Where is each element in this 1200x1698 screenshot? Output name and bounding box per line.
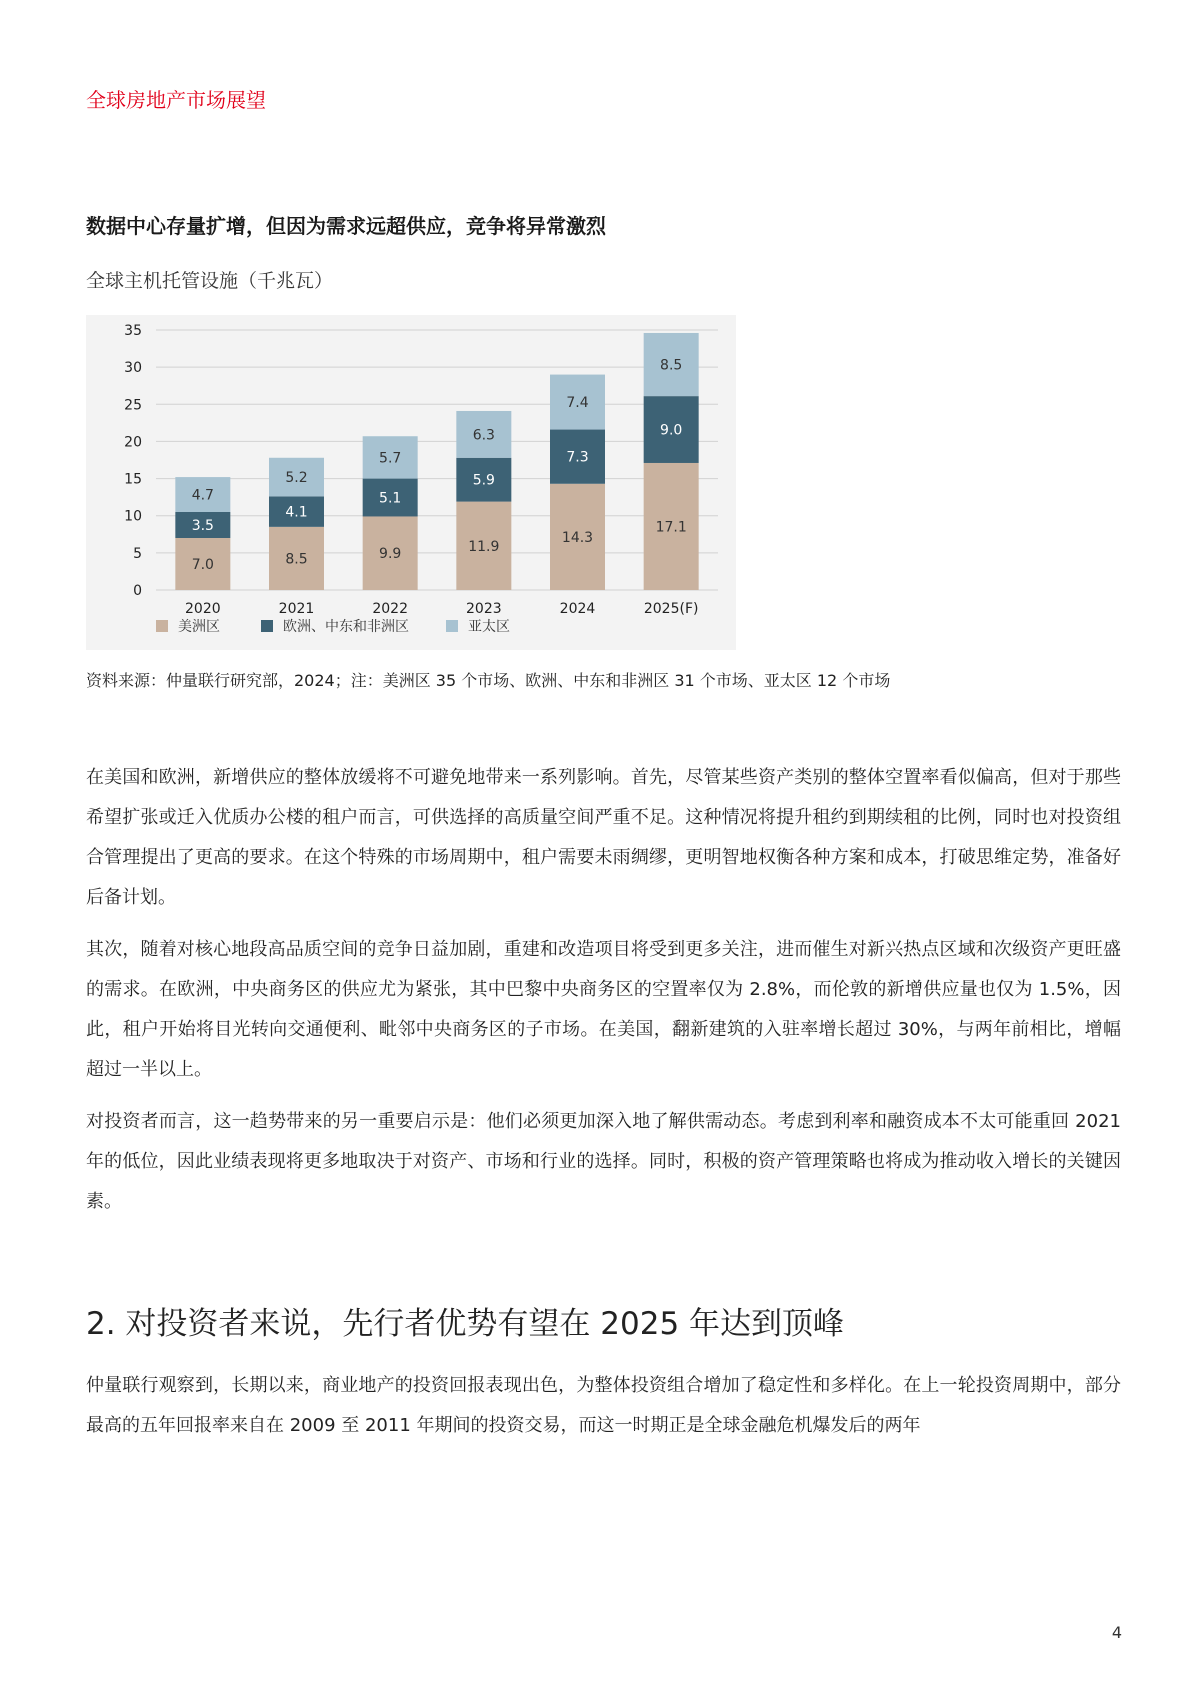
data-label: 8.5 (660, 357, 683, 374)
data-label: 9.0 (660, 422, 683, 439)
legend-swatch (261, 620, 273, 632)
y-tick-label: 20 (124, 434, 142, 451)
legend-label: 欧洲、中东和非洲区 (283, 619, 409, 635)
body-paragraph: 在美国和欧洲，新增供应的整体放缓将不可避免地带来一系列影响。首先，尽管某些资产类别的整体空置率看似偏高，但对于那些希望扩张或迁入优质办公楼的租户而言，可供选择的高质量空间严重不足。这种情况将提升租约到期续租的比例，同时也对投资组合管理提出了更高的要求。在这个特殊的市场周期中，租户需要未雨绸缪，更明智地权衡各种方案和成本，打破思维定势，准备好后备计划。 (86, 767, 1121, 908)
chart-title: 数据中心存量扩增，但因为需求远超供应，竞争将异常激烈 (86, 214, 606, 238)
data-label: 6.3 (472, 427, 495, 444)
data-label: 8.5 (285, 551, 308, 568)
data-label: 5.2 (285, 470, 308, 487)
legend-label: 美洲区 (178, 619, 220, 635)
chart-subtitle: 全球主机托管设施（千兆瓦） (86, 270, 334, 292)
stacked-bar-chart (86, 315, 736, 650)
data-label: 3.5 (191, 518, 214, 534)
y-tick-label: 10 (124, 508, 142, 525)
data-label: 4.7 (191, 487, 214, 504)
body-paragraph: 对投资者而言，这一趋势带来的另一重要启示是：他们必须更加深入地了解供需动态。考虑到利率和融资成本不太可能重回 2021 年的低位，因此业绩表现将更多地取决于对资产、市场和行业的选择。同时，积极的资产管理策略也将成为推动收入增长的关键因素。 (86, 1111, 1121, 1212)
body-paragraph: 其次，随着对核心地段高品质空间的竞争日益加剧，重建和改造项目将受到更多关注，进而催生对新兴热点区域和次级资产更旺盛的需求。在欧洲，中央商务区的供应尤为紧张，其中巴黎中央商务区的空置率仅为 2.8%，而伦敦的新增供应量也仅为 1.5%，因此，租户开始将目光转向交通便利、毗邻中央商务区的子市场。在美国，翻新建筑的入驻率增长超过 30%，与两年前相比，增幅超过一半以上。 (86, 939, 1121, 1080)
data-label: 14.3 (561, 529, 594, 546)
data-label: 5.1 (379, 490, 402, 507)
legend-swatch (156, 620, 168, 632)
data-label: 11.9 (468, 538, 500, 555)
x-tick-label: 2020 (185, 601, 221, 617)
legend-label: 亚太区 (468, 619, 510, 635)
section-paragraph: 仲量联行观察到，长期以来，商业地产的投资回报表现出色，为整体投资组合增加了稳定性和多样化。在上一轮投资周期中，部分最高的五年回报率来自在 2009 至 2011 年期间的投资交易，而这一时期正是全球金融危机爆发后的两年 (86, 1375, 1121, 1436)
data-label: 4.1 (285, 504, 308, 521)
x-tick-label: 2025(F) (643, 601, 699, 617)
x-tick-label: 2023 (466, 601, 502, 617)
x-tick-label: 2024 (559, 601, 596, 617)
y-tick-label: 5 (133, 545, 142, 562)
y-tick-label: 15 (124, 471, 142, 488)
page-number: 4 (1111, 1623, 1122, 1642)
data-label: 7.4 (566, 395, 589, 412)
data-label: 17.1 (655, 519, 687, 536)
chart-source-note: 资料来源：仲量联行研究部，2024；注：美洲区 35 个市场、欧洲、中东和非洲区 31 个市场、亚太区 12 个市场 (86, 671, 891, 690)
data-label: 5.9 (472, 472, 495, 489)
y-tick-label: 30 (124, 360, 142, 377)
data-label: 5.7 (379, 450, 402, 467)
legend-swatch (446, 620, 458, 632)
x-tick-label: 2021 (278, 601, 315, 617)
data-label: 7.0 (191, 557, 214, 573)
data-label: 7.3 (566, 449, 589, 466)
section-heading: 2. 对投资者来说，先行者优势有望在 2025 年达到顶峰 (86, 1306, 845, 1342)
data-label: 9.9 (379, 546, 402, 563)
y-tick-label: 35 (124, 323, 142, 339)
x-tick-label: 2022 (372, 601, 408, 617)
document-header: 全球房地产市场展望 (86, 88, 266, 112)
y-tick-label: 25 (124, 397, 142, 414)
y-tick-label: 0 (133, 583, 142, 599)
